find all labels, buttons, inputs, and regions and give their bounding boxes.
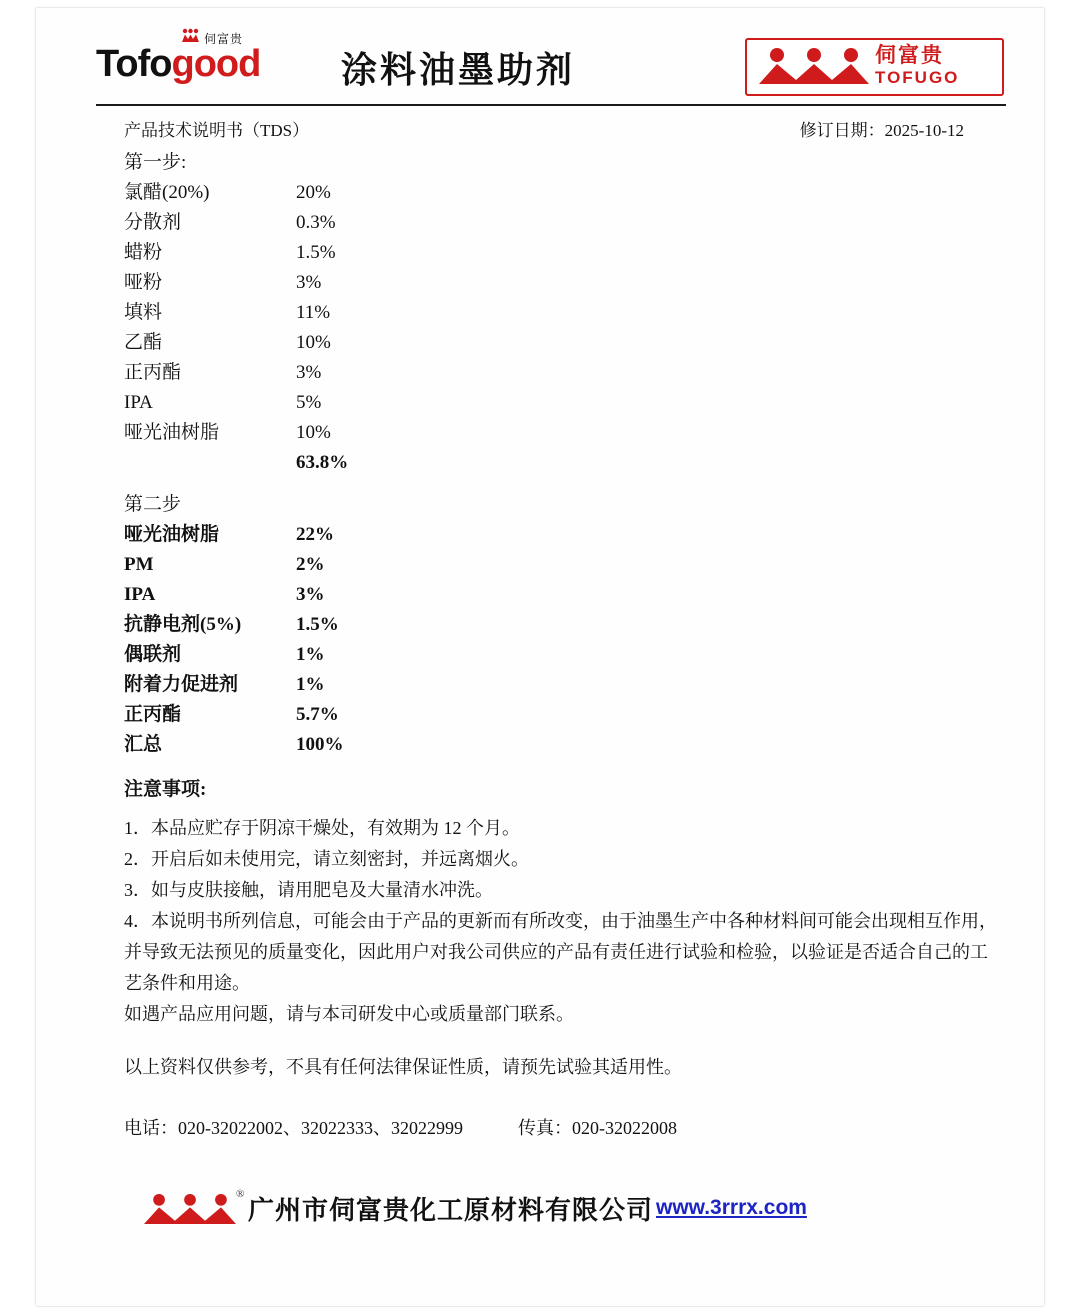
ingredient-value: 11% bbox=[296, 302, 331, 323]
ingredient-value: 2% bbox=[296, 554, 325, 575]
ingredient-value: 10% bbox=[296, 422, 331, 443]
revision-date: 修订日期：2025-10-12 bbox=[799, 121, 964, 140]
table-row bbox=[124, 388, 564, 418]
ingredient-value: 10% bbox=[296, 332, 331, 353]
table-row bbox=[124, 268, 564, 298]
brand-wordmark-part1: Tofo bbox=[96, 43, 172, 85]
ingredient-name: 偶联剂 bbox=[124, 644, 182, 665]
ingredient-value: 3% bbox=[296, 362, 322, 383]
brand-wordmark bbox=[96, 42, 260, 86]
subtotal-value: 63.8% bbox=[296, 452, 349, 473]
table-row bbox=[124, 550, 564, 580]
phone-text: 电话：020-32022002、32022333、32022999 bbox=[124, 1118, 463, 1138]
note-item: 3．如与皮肤接触，请用肥皂及大量清水冲洗。 bbox=[124, 880, 493, 900]
ingredient-name: 乙酯 bbox=[124, 332, 163, 353]
table-row-subtotal bbox=[124, 448, 564, 478]
table-row bbox=[124, 640, 564, 670]
ingredient-value: 0.3% bbox=[296, 212, 336, 233]
step1-heading bbox=[124, 148, 564, 178]
table-row bbox=[124, 520, 564, 550]
brand-figures-icon bbox=[182, 28, 199, 43]
table-row bbox=[124, 178, 564, 208]
notes-spacer-2 bbox=[124, 1083, 1004, 1105]
ingredient-value: 5.7% bbox=[296, 704, 339, 725]
notes-title: 注意事项: bbox=[124, 779, 207, 800]
ingredient-name: 蜡粉 bbox=[124, 242, 163, 263]
ingredient-name: IPA bbox=[124, 584, 156, 605]
document-footer bbox=[96, 1186, 1006, 1248]
note-item: 2．开启后如未使用完，请立刻密封，并远离烟火。 bbox=[124, 849, 529, 869]
logo-figures-icon bbox=[759, 46, 869, 86]
table-row bbox=[124, 670, 564, 700]
ingredient-value: 1% bbox=[296, 644, 325, 665]
ingredient-name: 附着力促进剂 bbox=[124, 674, 239, 695]
ingredient-value: 1.5% bbox=[296, 242, 336, 263]
disclaimer-note: 以上资料仅供参考，不具有任何法律保证性质，请预先试验其适用性。 bbox=[124, 1057, 682, 1077]
ingredient-name: IPA bbox=[124, 392, 153, 413]
document-type-label: 产品技术说明书（TDS） bbox=[124, 121, 310, 140]
ingredient-value: 3% bbox=[296, 272, 322, 293]
ingredient-name bbox=[124, 448, 296, 478]
ingredient-name: 正丙酯 bbox=[124, 704, 182, 725]
step2-heading bbox=[124, 490, 564, 520]
table-row bbox=[124, 580, 564, 610]
company-website-link[interactable]: www.3rrrx.com bbox=[656, 1196, 807, 1219]
header-divider bbox=[96, 104, 1006, 106]
brand-wordmark-part2: good bbox=[171, 43, 261, 85]
formula-table bbox=[124, 148, 564, 760]
logo-english-name: TOFUGO bbox=[875, 68, 960, 87]
ingredient-name: 氯醋(20%) bbox=[124, 182, 210, 203]
table-row bbox=[124, 700, 564, 730]
table-row-total bbox=[124, 730, 564, 760]
ingredient-value: 20% bbox=[296, 182, 331, 203]
ingredient-name: 正丙酯 bbox=[124, 362, 182, 383]
ingredient-name: 分散剂 bbox=[124, 212, 182, 233]
table-row bbox=[124, 298, 564, 328]
step1-label: 第一步: bbox=[124, 152, 187, 173]
ingredient-name: PM bbox=[124, 554, 154, 575]
table-row bbox=[124, 358, 564, 388]
table-row bbox=[124, 208, 564, 238]
table-row bbox=[124, 328, 564, 358]
total-label: 汇总 bbox=[124, 734, 163, 755]
company-name: 广州市伺富贵化工原材料有限公司 bbox=[248, 1196, 654, 1225]
total-value: 100% bbox=[296, 734, 344, 755]
document-sheet bbox=[36, 8, 1044, 1306]
ingredient-name: 抗静电剂(5%) bbox=[124, 614, 242, 635]
row-spacer bbox=[124, 478, 564, 490]
note-item: 4．本说明书所列信息，可能会由于产品的更新而有所改变，由于油墨生产中各种材料间可能会出现相互作用，并导致无法预见的质量变化，因此用户对我公司供应的产品有责任进行试验和检验，以验证是否适合自己的工艺条件和用途。 bbox=[124, 911, 997, 993]
table-row bbox=[124, 610, 564, 640]
step2-label: 第二步 bbox=[124, 494, 182, 515]
note-item: 1．本品应贮存于阴凉干燥处，有效期为 12 个月。 bbox=[124, 818, 520, 838]
logo-text-block bbox=[875, 43, 959, 88]
document-header bbox=[96, 30, 1004, 102]
ingredient-value: 22% bbox=[296, 524, 334, 545]
ingredient-name: 哑光油树脂 bbox=[124, 422, 220, 443]
table-row bbox=[124, 418, 564, 448]
ingredient-name: 哑光油树脂 bbox=[124, 524, 220, 545]
ingredient-value: 3% bbox=[296, 584, 325, 605]
company-logo-badge bbox=[745, 38, 1004, 96]
table-row bbox=[124, 238, 564, 268]
notes-section bbox=[124, 774, 1004, 1144]
ingredient-name: 填料 bbox=[124, 302, 163, 323]
document-meta bbox=[98, 116, 1004, 138]
fax-text: 传真：020-32022008 bbox=[518, 1118, 677, 1138]
registered-mark: ® bbox=[236, 1188, 245, 1200]
contact-line bbox=[124, 1113, 1004, 1144]
ingredient-name: 哑粉 bbox=[124, 272, 163, 293]
notes-spacer bbox=[124, 1030, 1004, 1052]
footer-figures-icon bbox=[144, 1192, 236, 1226]
support-note: 如遇产品应用问题，请与本司研发中心或质量部门联系。 bbox=[124, 1004, 574, 1024]
ingredient-value: 5% bbox=[296, 392, 322, 413]
logo-chinese-name: 伺富贵 bbox=[875, 44, 944, 67]
brand-chinese-name: 伺富贵 bbox=[204, 32, 244, 46]
page-title: 涂料油墨助剂 bbox=[341, 49, 576, 90]
ingredient-value: 1% bbox=[296, 674, 325, 695]
ingredient-value: 1.5% bbox=[296, 614, 339, 635]
